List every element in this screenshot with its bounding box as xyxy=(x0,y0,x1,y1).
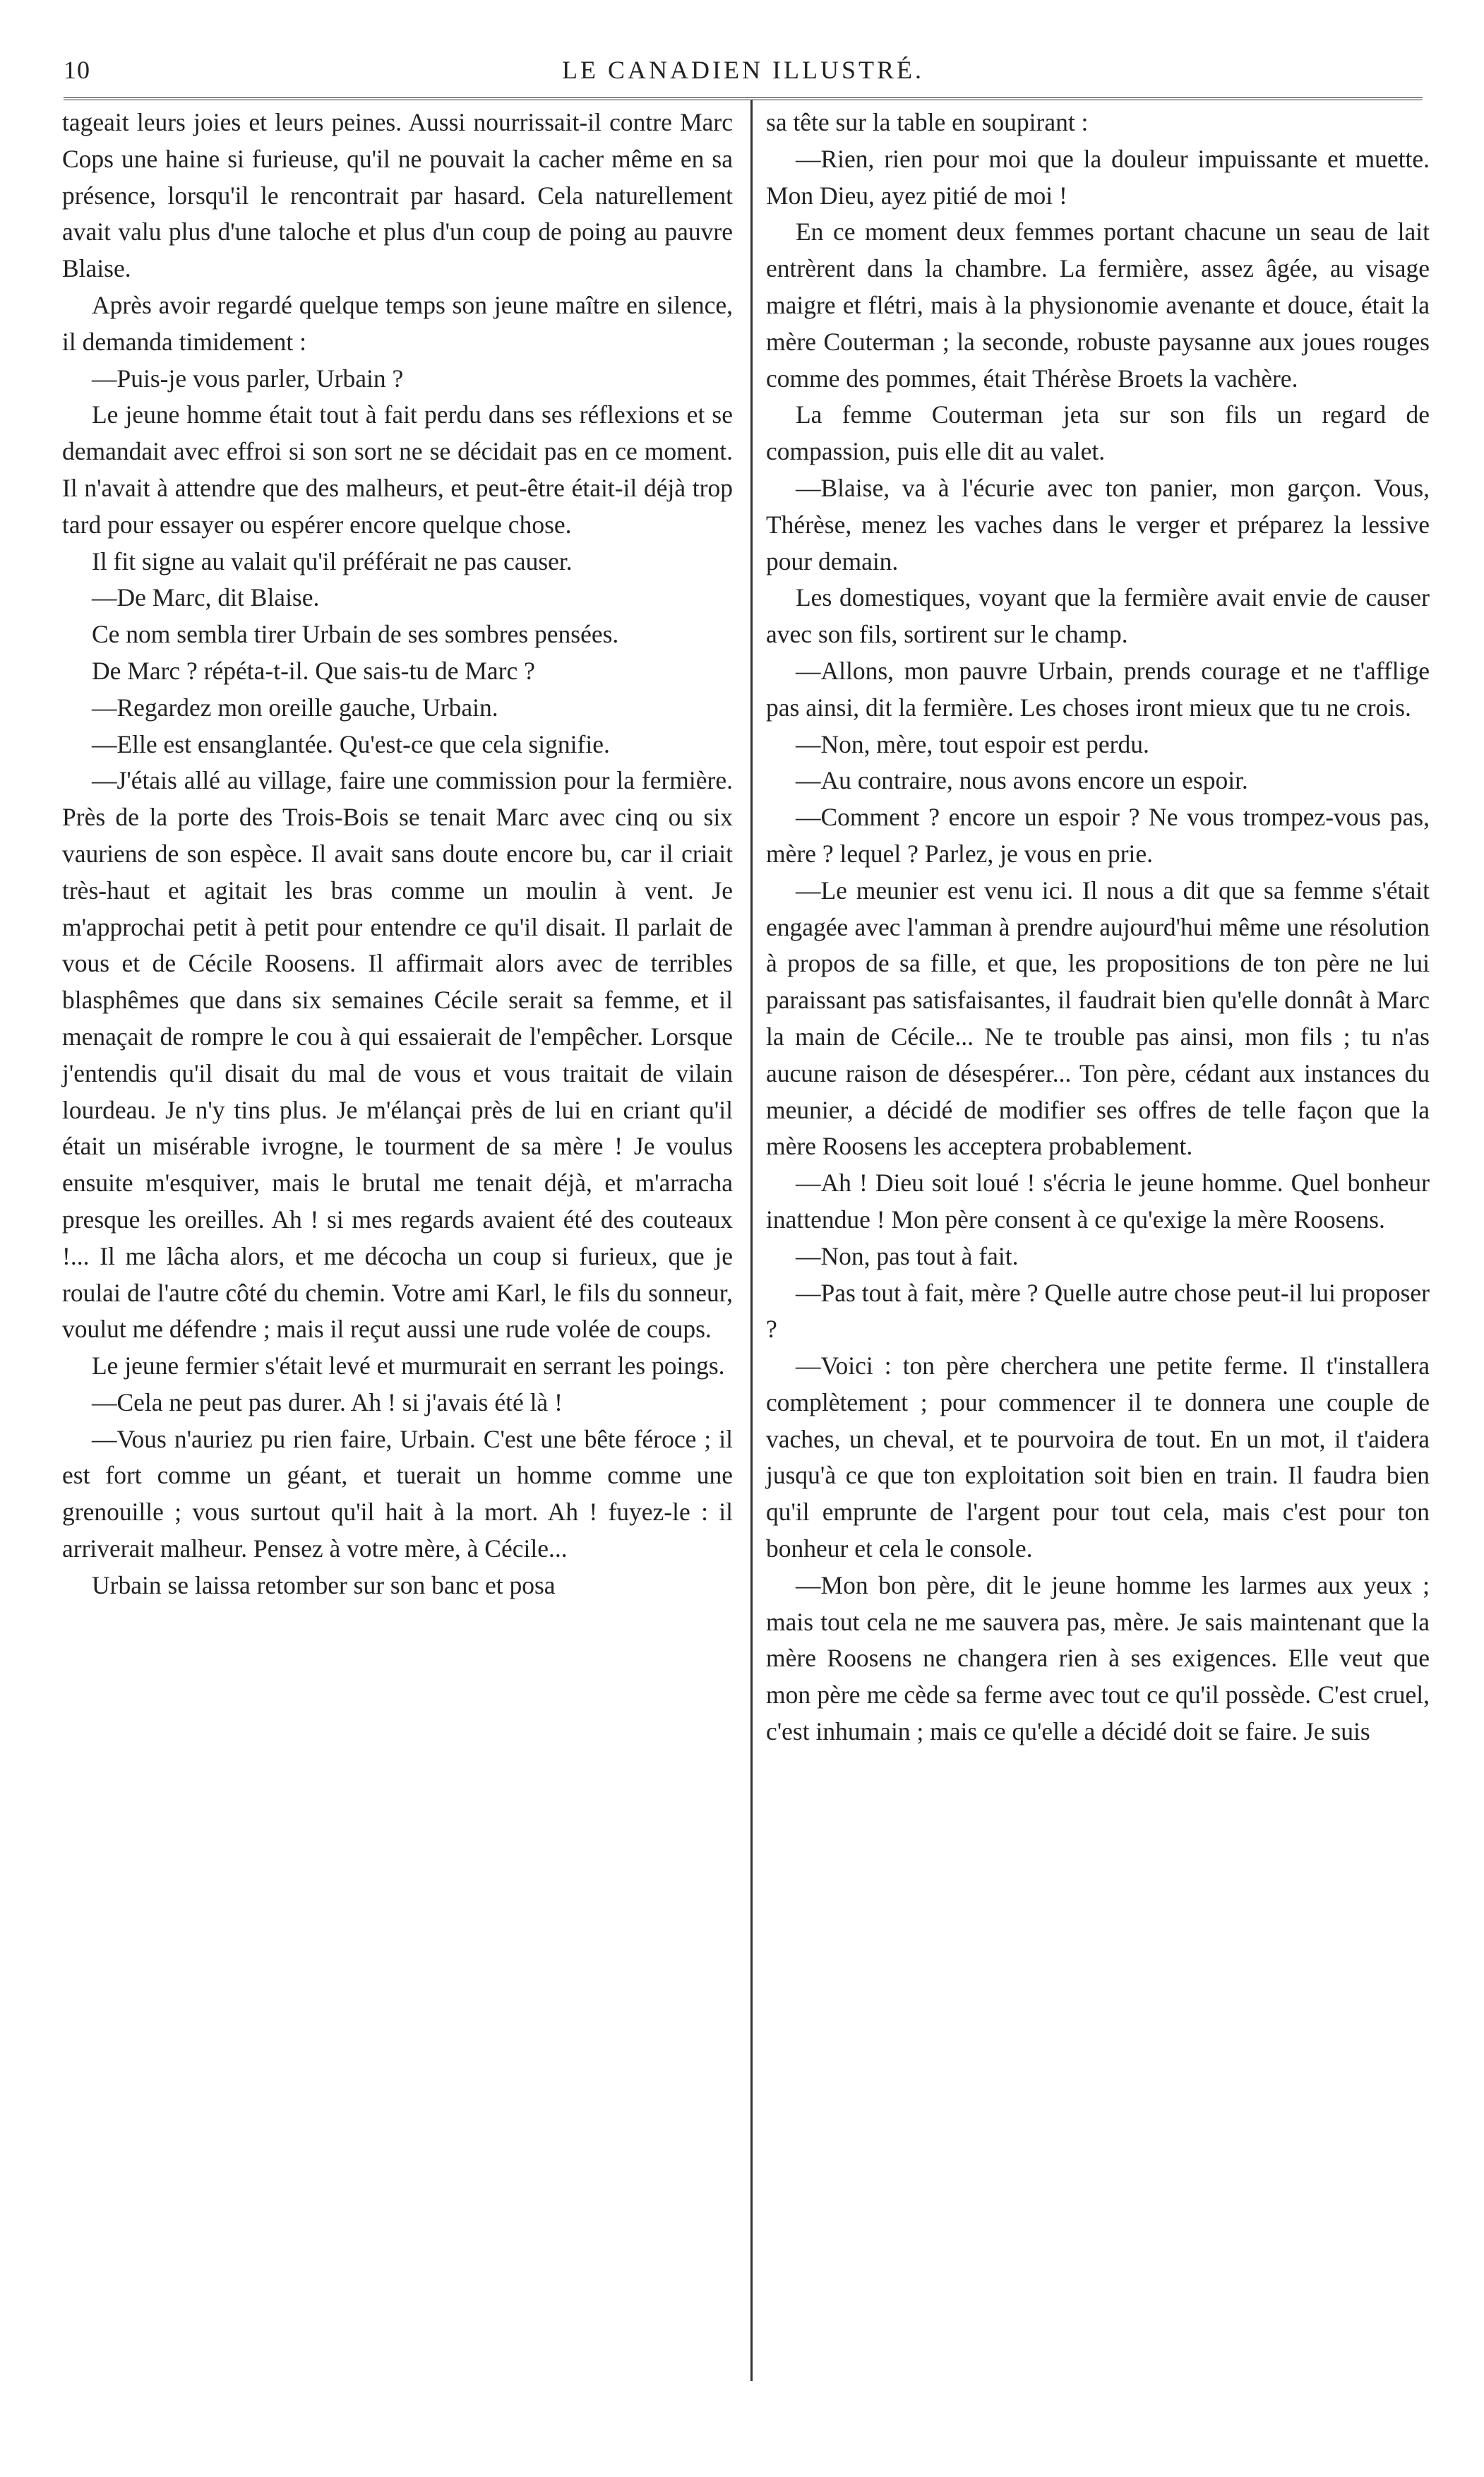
paragraph: —J'étais allé au village, faire une commission pour la fermière. Près de la porte des Trois-Bois se tenait Marc avec cinq ou six vauriens de son espèce. Il avait sans doute encore bu, car il criait très-haut et agitait les bras comme un moulin à vent. Je m'approchai petit à petit pour entendre ce qu'il disait. Il parlait de vous et de Cécile Roosens. Il affirmait alors avec de terribles blasphêmes que dans six semaines Cécile serait sa femme, et il menaçait de rompre le cou à qui essaierait de l'empêcher. Lorsque j'entendis qu'il disait du mal de vous et vous traitait de vilain lourdeau. Je n'y tins plus. Je m'élançai près de lui en criant qu'il était un misérable ivrogne, le tourment de sa mère ! Je voulus ensuite m'esquiver, mais le brutal me tenait déjà, et m'arracha presque les oreilles. Ah ! si mes regards avaient été des couteaux !... Il me lâcha alors, et me décocha un coup si furieux, que je roulai de l'autre côté du chemin. Votre ami Karl, le fils du sonneur, voulut me défendre ; mais il reçut aussi une rude volée de coups. xyxy=(62,766,733,1344)
paragraph: Urbain se laissa retomber sur son banc et posa xyxy=(92,1570,556,1599)
paragraph: Le jeune fermier s'était levé et murmurait en serrant les poings. xyxy=(92,1351,725,1380)
paragraph: —De Marc, dit Blaise. xyxy=(92,583,320,612)
page-header xyxy=(64,55,1423,97)
paragraph: —Puis-je vous parler, Urbain ? xyxy=(92,364,404,393)
paragraph: —Regardez mon oreille gauche, Urbain. xyxy=(92,693,498,722)
paragraph: Les domestiques, voyant que la fermière avait envie de causer avec son fils, sortirent sur le champ. xyxy=(766,583,1430,649)
paragraph: —Ah ! Dieu soit loué ! s'écria le jeune homme. Quel bonheur inattendue ! Mon père consent à ce qu'exige la mère Roosens. xyxy=(766,1169,1430,1234)
paragraph: De Marc ? répéta-t-il. Que sais-tu de Marc ? xyxy=(92,656,535,685)
paragraph: En ce moment deux femmes portant chacune un seau de lait entrèrent dans la chambre. La fermière, assez âgée, au visage maigre et flétri, mais à la physionomie avenante et douce, était la mère Couterman ; la seconde, robuste paysanne aux joues rouges comme des pommes, était Thérèse Broets la vachère. xyxy=(766,217,1430,393)
paragraph: —Mon bon père, dit le jeune homme les larmes aux yeux ; mais tout cela ne me sauvera pas, mère. Je sais maintenant que la mère Roosens ne changera rien à ses exigences. Elle veut que mon père me cède sa ferme avec tout ce qu'il possède. C'est cruel, c'est inhumain ; mais ce qu'elle a décidé doit se faire. Je suis xyxy=(766,1570,1430,1746)
page-number: 10 xyxy=(64,56,90,84)
paragraph: —Le meunier est venu ici. Il nous a dit que sa femme s'était engagée avec l'amman à prendre aujourd'hui même une résolution à propos de sa fille, et que, les propositions de ton père ne lui paraissant pas satisfaisantes, il faudrait bien qu'elle donnât à Marc la main de Cécile... Ne te trouble pas ainsi, mon fils ; tu n'as aucune raison de désespérer... Ton père, cédant aux instances du meunier, a décidé de modifier ses offres de telle façon que la mère Roosens les acceptera probablement. xyxy=(766,876,1430,1161)
paragraph: —Blaise, va à l'écurie avec ton panier, mon garçon. Vous, Thérèse, menez les vaches dans le verger et préparez la lessive pour demain. xyxy=(766,473,1430,575)
paragraph: —Rien, rien pour moi que la douleur impuissante et muette. Mon Dieu, ayez pitié de moi ! xyxy=(766,144,1430,210)
paragraph: La femme Couterman jeta sur son fils un regard de compassion, puis elle dit au valet. xyxy=(766,400,1430,466)
paragraph: —Comment ? encore un espoir ? Ne vous trompez-vous pas, mère ? lequel ? Parlez, je vous en prie. xyxy=(766,803,1430,868)
paragraph: —Pas tout à fait, mère ? Quelle autre chose peut-il lui proposer ? xyxy=(766,1278,1430,1344)
paragraph: —Cela ne peut pas durer. Ah ! si j'avais été là ! xyxy=(92,1387,563,1416)
paragraph: —Allons, mon pauvre Urbain, prends courage et ne t'afflige pas ainsi, dit la fermière. Les choses iront mieux que tu ne crois. xyxy=(766,656,1430,722)
journal-title: LE CANADIEN ILLUSTRÉ. xyxy=(562,56,924,84)
paragraph: Après avoir regardé quelque temps son jeune maître en silence, il demanda timidement : xyxy=(62,290,733,356)
paragraph: tageait leurs joies et leurs peines. Aussi nourrissait-il contre Marc Cops une haine si furieuse, qu'il ne pouvait la cacher même en sa présence, lorsqu'il le rencontrait par hasard. Cela naturellement avait valu plus d'une taloche et plus d'un coup de poing au pauvre Blaise. xyxy=(62,108,733,283)
paragraph: —Au contraire, nous avons encore un espoir. xyxy=(796,766,1248,795)
paragraph: Il fit signe au valait qu'il préférait ne pas causer. xyxy=(92,547,573,575)
paragraph: —Non, pas tout à fait. xyxy=(796,1241,1019,1270)
left-column xyxy=(62,105,733,1604)
paragraph: Le jeune homme était tout à fait perdu dans ses réflexions et se demandait avec effroi si son sort ne se décidait pas en ce moment. Il n'avait à attendre que des malheurs, et peut-être était-il déjà trop tard pour essayer ou espérer encore quelque chose. xyxy=(62,400,733,539)
right-column xyxy=(766,105,1430,1750)
paragraph: Ce nom sembla tirer Urbain de ses sombres pensées. xyxy=(92,620,619,649)
paragraph: sa tête sur la table en soupirant : xyxy=(766,108,1089,136)
header-rule xyxy=(64,97,1423,100)
paragraph: —Voici : ton père cherchera une petite ferme. Il t'installera complètement ; pour commencer il te donnera une couple de vaches, un cheval, et te pourvoira de tout. En un mot, il t'aidera jusqu'à ce que ton exploitation soit bien en train. Il faudra bien qu'il emprunte de l'argent pour tout cela, mais c'est pour ton bonheur et cela le console. xyxy=(766,1351,1430,1563)
paragraph: —Vous n'auriez pu rien faire, Urbain. C'est une bête féroce ; il est fort comme un géant, et tuerait un homme comme une grenouille ; vous surtout qu'il hait à la mort. Ah ! fuyez-le : il arriverait malheur. Pensez à votre mère, à Cécile... xyxy=(62,1424,733,1563)
paragraph: —Elle est ensanglantée. Qu'est-ce que cela signifie. xyxy=(92,729,610,758)
column-divider xyxy=(750,100,753,2381)
paragraph: —Non, mère, tout espoir est perdu. xyxy=(796,729,1149,758)
